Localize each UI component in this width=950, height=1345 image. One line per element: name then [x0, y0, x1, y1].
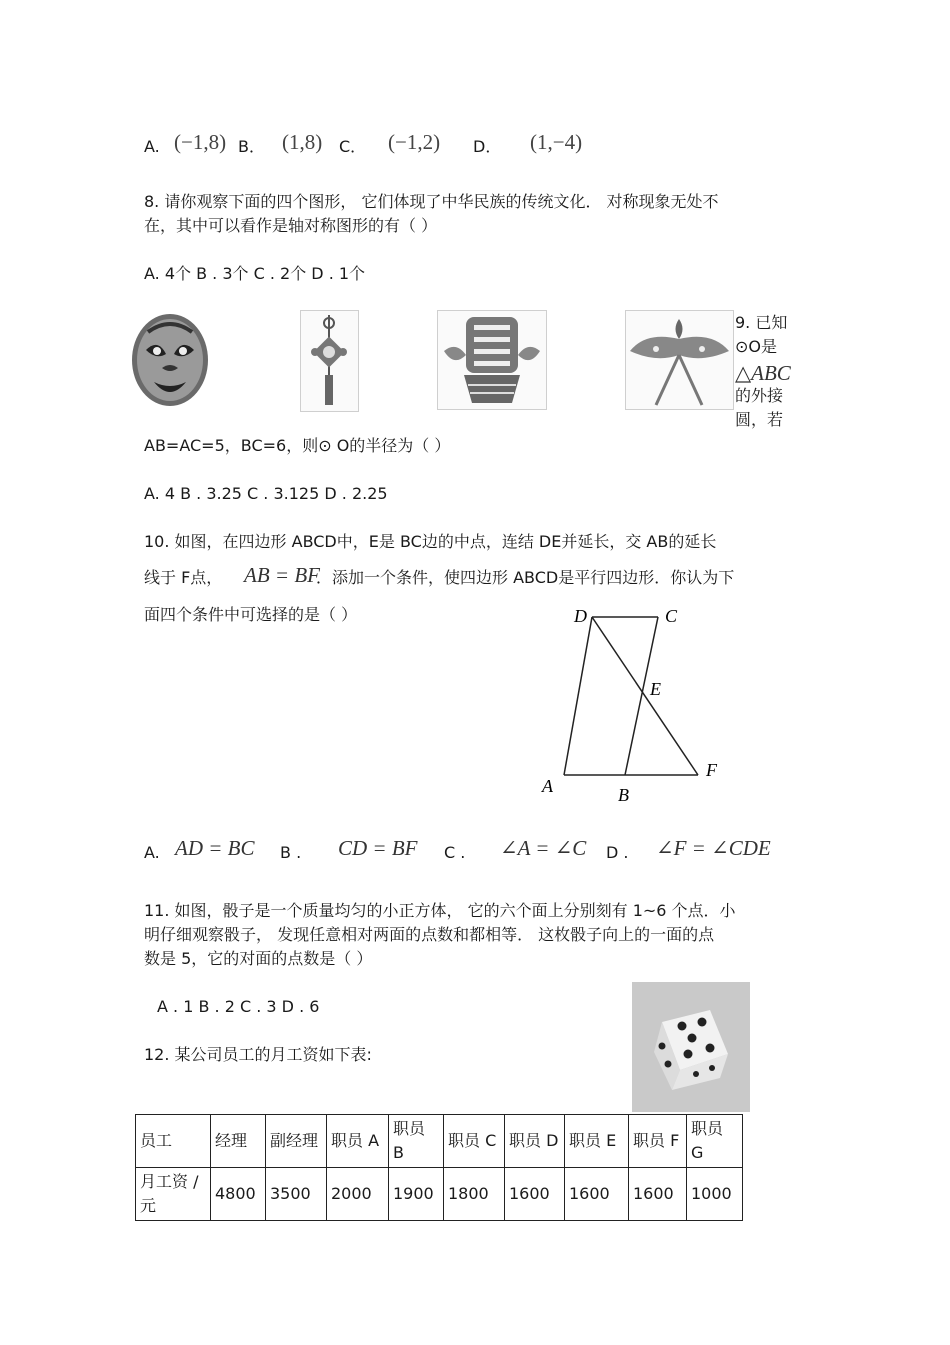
label-e: E [650, 679, 661, 699]
label-d: D [574, 606, 587, 626]
chinese-knot-figure [300, 310, 359, 412]
header-cell: 职员 E [565, 1115, 629, 1168]
header-cell: 副经理 [266, 1115, 327, 1168]
value-cell: 1600 [505, 1168, 565, 1221]
segment-da [564, 617, 592, 775]
q10-line-2b: ．添加一个条件，使四边形 ABCD是平行四边形．你认为下 [316, 568, 735, 587]
value-cell: 4800 [211, 1168, 266, 1221]
q11-line-2: 明仔细观察骰子， 发现任意相对两面的点数和都相等． 这枚骰子向上的一面的点 [144, 925, 715, 944]
q12-intro: 12. 某公司员工的月工资如下表: [144, 1045, 372, 1064]
q9-side-line-5: 圆，若 [735, 410, 784, 429]
q9-line-2: AB=AC=5，BC=6，则⊙ O的半径为（ ） [144, 436, 451, 455]
table-row [136, 1168, 743, 1221]
q11-options: A . 1 B . 2 C . 3 D . 6 [157, 997, 320, 1016]
q9-side-line-4: 的外接 [735, 386, 784, 405]
q10-option-c-label: C . [444, 843, 466, 862]
q10-option-a-label: A. [144, 843, 160, 862]
double-happiness-vase-figure [437, 310, 547, 410]
q9-side-line-2: ⊙O是 [735, 337, 778, 356]
q11-line-1: 11. 如图，骰子是一个质量均匀的小正方体， 它的六个面上分别刻有 1~6 个点．小 [144, 901, 736, 920]
label-b: B [618, 785, 629, 805]
q9-side-line-3: △ABC [735, 361, 791, 385]
q8-options: A. 4个 B . 3个 C . 2个 D . 1个 [144, 264, 366, 283]
q11-line-3: 数是 5，它的对面的点数是（ ） [144, 949, 373, 968]
q10-option-b-math: CD = BF [338, 836, 418, 860]
q8-line-1: 8. 请你观察下面的四个图形， 它们体现了中华民族的传统文化． 对称现象无处不 [144, 192, 719, 211]
header-cell: 员工 [136, 1115, 211, 1168]
quadrilateral-diagram [530, 600, 750, 810]
q7-option-a-value: (−1,8) [174, 130, 227, 154]
label-c: C [665, 606, 678, 626]
q9-side-line-1: 9. 已知 [735, 313, 788, 332]
value-cell: 2000 [327, 1168, 389, 1221]
value-cell: 1800 [444, 1168, 505, 1221]
header-cell: 职员 G [687, 1115, 743, 1168]
value-cell: 1900 [389, 1168, 444, 1221]
q7-option-a-label: A. [144, 137, 160, 156]
opera-mask-figure [128, 310, 212, 410]
q10-option-d-label: D . [606, 843, 629, 862]
label-f: F [706, 760, 717, 780]
q10-option-b-label: B . [280, 843, 302, 862]
header-cell: 经理 [211, 1115, 266, 1168]
q7-option-d-label: D． [473, 137, 502, 156]
segment-df [592, 617, 698, 775]
q9-options: A. 4 B . 3.25 C . 3.125 D . 2.25 [144, 484, 388, 503]
q10-option-c-math: ∠A = ∠C [500, 836, 587, 860]
header-cell: 职员 A [327, 1115, 389, 1168]
table-header-row [136, 1115, 743, 1168]
q7-option-d-value: (1,−4) [530, 130, 583, 154]
q7-option-b-label: B． [238, 137, 265, 156]
label-a: A [542, 776, 553, 796]
q10-option-d-math: ∠F = ∠CDE [656, 836, 771, 860]
salary-table [135, 1114, 743, 1221]
value-cell: 1000 [687, 1168, 743, 1221]
value-cell: 3500 [266, 1168, 327, 1221]
swallow-kite-figure [625, 310, 734, 410]
q7-option-c-value: (−1,2) [388, 130, 441, 154]
q8-line-2: 在，其中可以看作是轴对称图形的有（ ） [144, 216, 438, 235]
row-label-cell: 月工资 / 元 [136, 1168, 211, 1221]
q10-option-a-math: AD = BC [175, 836, 255, 860]
header-cell: 职员 C [444, 1115, 505, 1168]
header-cell: 职员 F [629, 1115, 687, 1168]
q10-line-2a: 线于 F点， [144, 568, 223, 587]
q7-option-b-value: (1,8) [282, 130, 323, 154]
q7-option-c-label: C． [339, 137, 367, 156]
value-cell: 1600 [629, 1168, 687, 1221]
q10-line-2-math: AB = BF [244, 563, 320, 587]
header-cell: 职员 B [389, 1115, 444, 1168]
q10-line-1: 10. 如图，在四边形 ABCD中，E是 BC边的中点，连结 DE并延长，交 AB的延长 [144, 532, 717, 551]
header-cell: 职员 D [505, 1115, 565, 1168]
q10-line-3: 面四个条件中可选择的是（ ） [144, 605, 358, 624]
value-cell: 1600 [565, 1168, 629, 1221]
dice-photo [632, 982, 750, 1112]
